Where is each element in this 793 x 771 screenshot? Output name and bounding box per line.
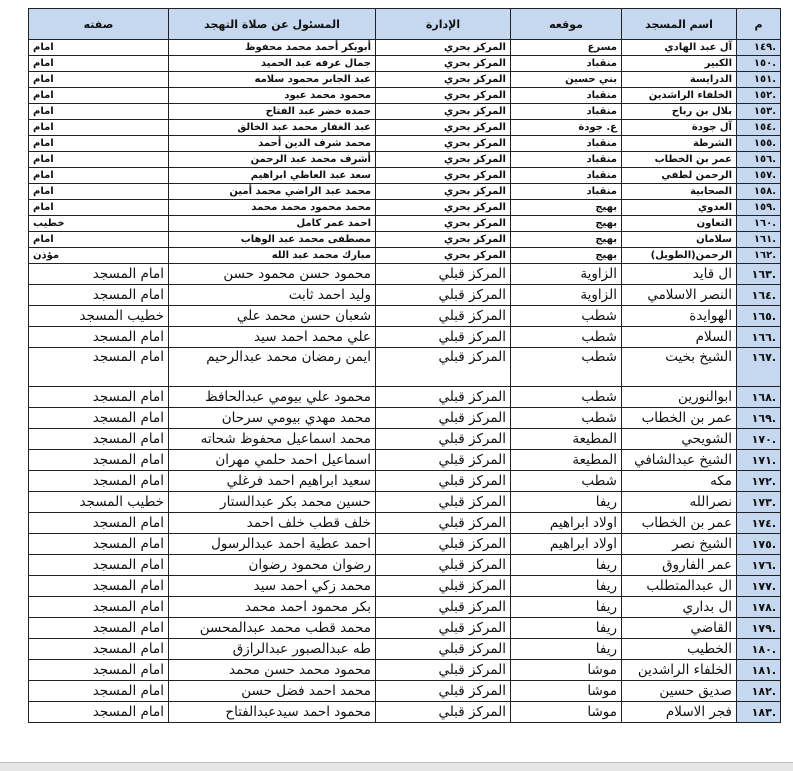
cell-num: .١٧٩ (737, 618, 781, 639)
cell-location: موشا (511, 681, 622, 702)
cell-mosque: الرحمن لطفي (622, 168, 737, 184)
cell-location: ريفا (511, 639, 622, 660)
cell-mosque: الهوايدة (622, 306, 737, 327)
cell-responsible: رضوان محمود رضوان (169, 555, 376, 576)
cell-admin: المركز بحري (376, 200, 511, 216)
cell-location: بهيج (511, 248, 622, 264)
cell-num: .١٧٦ (737, 555, 781, 576)
cell-admin: المركز قبلي (376, 387, 511, 408)
cell-responsible: عبد الغفار محمد عبد الخالق (169, 120, 376, 136)
cell-responsible: عبد الجابر محمود سلامه (169, 72, 376, 88)
table-row (29, 327, 781, 348)
cell-admin: المركز قبلي (376, 513, 511, 534)
cell-num: .١٥٩ (737, 200, 781, 216)
cell-mosque: ال بداري (622, 597, 737, 618)
cell-responsible: أبوبكر أحمد محمد محفوظ (169, 40, 376, 56)
cell-role: خطيب المسجد (29, 492, 169, 513)
cell-admin: المركز قبلي (376, 702, 511, 723)
table-row (29, 168, 781, 184)
cell-responsible: حمده خضر عبد الفتاح (169, 104, 376, 120)
cell-mosque: التعاون (622, 216, 737, 232)
cell-admin: المركز قبلي (376, 576, 511, 597)
cell-responsible: محمد عبد الراضي محمد أمين (169, 184, 376, 200)
cell-num: .١٦٧ (737, 348, 781, 387)
table-row (29, 387, 781, 408)
cell-admin: المركز قبلي (376, 348, 511, 387)
cell-admin: المركز بحري (376, 88, 511, 104)
cell-admin: المركز بحري (376, 216, 511, 232)
cell-role: امام المسجد (29, 576, 169, 597)
table-row (29, 534, 781, 555)
cell-num: .١٧٤ (737, 513, 781, 534)
cell-location: منقباد (511, 136, 622, 152)
table-row (29, 306, 781, 327)
cell-admin: المركز بحري (376, 104, 511, 120)
header-admin: الإدارة (376, 9, 511, 40)
cell-role: امام المسجد (29, 639, 169, 660)
cell-mosque: عمر الفاروق (622, 555, 737, 576)
cell-location: شطب (511, 327, 622, 348)
cell-location: اولاد ابراهيم (511, 534, 622, 555)
cell-mosque: بلال بن رباح (622, 104, 737, 120)
cell-num: .١٨٢ (737, 681, 781, 702)
table-row (29, 597, 781, 618)
cell-num: .١٥٣ (737, 104, 781, 120)
table-row (29, 285, 781, 306)
cell-location: الزاوية (511, 264, 622, 285)
cell-role: امام (29, 56, 169, 72)
cell-mosque: عمر بن الخطاب (622, 513, 737, 534)
table-row (29, 104, 781, 120)
cell-admin: المركز قبلي (376, 681, 511, 702)
cell-num: .١٧٧ (737, 576, 781, 597)
cell-mosque: الشرطة (622, 136, 737, 152)
cell-mosque: الدرايسة (622, 72, 737, 88)
cell-admin: المركز قبلي (376, 471, 511, 492)
cell-num: .١٧٠ (737, 429, 781, 450)
cell-admin: المركز بحري (376, 248, 511, 264)
cell-admin: المركز بحري (376, 184, 511, 200)
cell-admin: المركز بحري (376, 120, 511, 136)
cell-num: .١٥٨ (737, 184, 781, 200)
table-row (29, 660, 781, 681)
cell-location: بهيج (511, 200, 622, 216)
cell-role: امام (29, 136, 169, 152)
cell-mosque: العدوي (622, 200, 737, 216)
table-row (29, 152, 781, 168)
cell-responsible: اسماعيل احمد حلمي مهران (169, 450, 376, 471)
cell-admin: المركز بحري (376, 232, 511, 248)
table-row (29, 471, 781, 492)
cell-responsible: وليد احمد ثابت (169, 285, 376, 306)
table-row (29, 348, 781, 387)
cell-mosque: الخطيب (622, 639, 737, 660)
cell-mosque: الشيخ بخيت (622, 348, 737, 387)
table-row (29, 429, 781, 450)
cell-location: ريفا (511, 492, 622, 513)
cell-responsible: طه عبدالصبور عبدالرازق (169, 639, 376, 660)
cell-role: امام (29, 120, 169, 136)
cell-location: بني حسين (511, 72, 622, 88)
cell-responsible: مصطفى محمد عبد الوهاب (169, 232, 376, 248)
cell-role: امام (29, 88, 169, 104)
cell-admin: المركز قبلي (376, 285, 511, 306)
cell-responsible: مبارك محمد عبد الله (169, 248, 376, 264)
table-row (29, 639, 781, 660)
cell-responsible: خلف قطب خلف احمد (169, 513, 376, 534)
cell-role: امام المسجد (29, 264, 169, 285)
mosques-table (28, 8, 781, 723)
cell-location: شطب (511, 408, 622, 429)
cell-admin: المركز قبلي (376, 618, 511, 639)
cell-location: ريفا (511, 618, 622, 639)
cell-role: امام المسجد (29, 408, 169, 429)
table-row (29, 248, 781, 264)
table-row (29, 232, 781, 248)
cell-role: امام (29, 232, 169, 248)
cell-location: منقباد (511, 184, 622, 200)
cell-role: امام (29, 168, 169, 184)
cell-admin: المركز بحري (376, 40, 511, 56)
cell-location: شطب (511, 387, 622, 408)
header-num: م (737, 9, 781, 40)
cell-num: .١٦٥ (737, 306, 781, 327)
cell-num: .١٦٢ (737, 248, 781, 264)
table-row (29, 408, 781, 429)
cell-location: الزاوية (511, 285, 622, 306)
table-row (29, 492, 781, 513)
cell-role: امام (29, 200, 169, 216)
cell-num: .١٦٨ (737, 387, 781, 408)
cell-admin: المركز قبلي (376, 450, 511, 471)
cell-location: منقباد (511, 168, 622, 184)
cell-admin: المركز قبلي (376, 492, 511, 513)
header-responsible: المسئول عن صلاة التهجد (169, 9, 376, 40)
cell-location: شطب (511, 471, 622, 492)
table-row (29, 136, 781, 152)
table-row (29, 56, 781, 72)
table-row (29, 576, 781, 597)
cell-num: .١٥٤ (737, 120, 781, 136)
cell-admin: المركز قبلي (376, 534, 511, 555)
cell-responsible: شعبان حسن محمد علي (169, 306, 376, 327)
cell-admin: المركز قبلي (376, 264, 511, 285)
cell-num: .١٦٣ (737, 264, 781, 285)
cell-responsible: بكر محمود احمد محمد (169, 597, 376, 618)
cell-num: .١٥٥ (737, 136, 781, 152)
cell-role: مؤذن (29, 248, 169, 264)
cell-location: ع. جودة (511, 120, 622, 136)
header-role: صفته (29, 9, 169, 40)
table-body (29, 40, 781, 723)
cell-location: موشا (511, 702, 622, 723)
table-row (29, 264, 781, 285)
cell-responsible: محمد زكي احمد سيد (169, 576, 376, 597)
table-row (29, 513, 781, 534)
table-row (29, 40, 781, 56)
cell-location: اولاد ابراهيم (511, 513, 622, 534)
table-row (29, 702, 781, 723)
header-location: موقعه (511, 9, 622, 40)
cell-role: امام المسجد (29, 327, 169, 348)
cell-responsible: محمد مهدي بيومي سرحان (169, 408, 376, 429)
cell-num: .١٧٥ (737, 534, 781, 555)
cell-mosque: عمر بن الخطاب (622, 152, 737, 168)
cell-mosque: الخلفاء الراشدين (622, 660, 737, 681)
cell-location: المطيعة (511, 450, 622, 471)
cell-location: منقباد (511, 104, 622, 120)
cell-num: .١٧٢ (737, 471, 781, 492)
cell-responsible: محمد احمد فضل حسن (169, 681, 376, 702)
cell-responsible: محمد اسماعيل محفوظ شحاته (169, 429, 376, 450)
cell-mosque: مكه (622, 471, 737, 492)
cell-num: .١٦٠ (737, 216, 781, 232)
cell-num: .١٦٤ (737, 285, 781, 306)
cell-num: .١٨٠ (737, 639, 781, 660)
cell-location: ريفا (511, 597, 622, 618)
cell-mosque: فجر الاسلام (622, 702, 737, 723)
cell-role: امام المسجد (29, 618, 169, 639)
cell-location: شطب (511, 306, 622, 327)
cell-role: امام المسجد (29, 429, 169, 450)
cell-responsible: أشرف محمد عبد الرحمن (169, 152, 376, 168)
cell-num: .١٧١ (737, 450, 781, 471)
cell-mosque: الصحابية (622, 184, 737, 200)
cell-num: .١٥٧ (737, 168, 781, 184)
cell-role: امام المسجد (29, 450, 169, 471)
cell-responsible: محمد قطب محمد عبدالمحسن (169, 618, 376, 639)
cell-responsible: محمد شرف الدين أحمد (169, 136, 376, 152)
cell-admin: المركز قبلي (376, 639, 511, 660)
cell-mosque: الشيخ عبدالشافي (622, 450, 737, 471)
cell-role: امام المسجد (29, 681, 169, 702)
cell-mosque: القاضي (622, 618, 737, 639)
cell-mosque: الشويحي (622, 429, 737, 450)
cell-location: منقباد (511, 88, 622, 104)
cell-role: خطيب المسجد (29, 306, 169, 327)
cell-role: امام المسجد (29, 285, 169, 306)
cell-mosque: عمر بن الخطاب (622, 408, 737, 429)
cell-mosque: الكبير (622, 56, 737, 72)
cell-responsible: محمود علي بيومي عبدالحافظ (169, 387, 376, 408)
cell-role: خطيب (29, 216, 169, 232)
cell-responsible: محمود احمد سيدعبدالفتاح (169, 702, 376, 723)
cell-location: منقباد (511, 152, 622, 168)
cell-role: امام المسجد (29, 702, 169, 723)
cell-responsible: محمود محمد عبود (169, 88, 376, 104)
cell-role: امام المسجد (29, 597, 169, 618)
table-row (29, 555, 781, 576)
cell-admin: المركز قبلي (376, 306, 511, 327)
cell-admin: المركز بحري (376, 136, 511, 152)
cell-mosque: آل عبد الهادي (622, 40, 737, 56)
table-row (29, 72, 781, 88)
cell-admin: المركز بحري (376, 152, 511, 168)
cell-admin: المركز بحري (376, 56, 511, 72)
cell-location: موشا (511, 660, 622, 681)
cell-num: .١٨٣ (737, 702, 781, 723)
cell-admin: المركز قبلي (376, 660, 511, 681)
cell-responsible: محمود حسن محمود حسن (169, 264, 376, 285)
cell-admin: المركز بحري (376, 168, 511, 184)
cell-num: .١٥٦ (737, 152, 781, 168)
cell-mosque: ابوالنورين (622, 387, 737, 408)
cell-mosque: السلام (622, 327, 737, 348)
cell-responsible: محمود محمد حسن محمد (169, 660, 376, 681)
cell-num: .١٨١ (737, 660, 781, 681)
cell-responsible: جمال عرفه عبد الحميد (169, 56, 376, 72)
cell-mosque: آل جودة (622, 120, 737, 136)
cell-location: ريفا (511, 576, 622, 597)
cell-num: .١٧٨ (737, 597, 781, 618)
table-row (29, 184, 781, 200)
cell-mosque: الشيخ نصر (622, 534, 737, 555)
table-header-row (29, 9, 781, 40)
cell-role: امام المسجد (29, 534, 169, 555)
cell-role: امام المسجد (29, 513, 169, 534)
cell-mosque: الخلفاء الراشدين (622, 88, 737, 104)
cell-admin: المركز قبلي (376, 597, 511, 618)
table-row (29, 88, 781, 104)
table-row (29, 618, 781, 639)
cell-mosque: الرحمن(الطويل) (622, 248, 737, 264)
cell-location: مسرع (511, 40, 622, 56)
cell-mosque: ال عبدالمتطلب (622, 576, 737, 597)
cell-role: امام المسجد (29, 555, 169, 576)
cell-mosque: نصرالله (622, 492, 737, 513)
cell-num: .١٥١ (737, 72, 781, 88)
cell-num: .١٥٠ (737, 56, 781, 72)
cell-mosque: ال قايد (622, 264, 737, 285)
table-row (29, 216, 781, 232)
cell-role: امام المسجد (29, 348, 169, 387)
table-row (29, 681, 781, 702)
cell-num: .١٦٦ (737, 327, 781, 348)
cell-responsible: سعيد ابراهيم احمد فرغلي (169, 471, 376, 492)
cell-mosque: سلامان (622, 232, 737, 248)
cell-role: امام المسجد (29, 660, 169, 681)
cell-num: .١٦٩ (737, 408, 781, 429)
cell-responsible: احمد عطية احمد عبدالرسول (169, 534, 376, 555)
cell-role: امام (29, 40, 169, 56)
cell-role: امام (29, 104, 169, 120)
cell-admin: المركز قبلي (376, 555, 511, 576)
cell-admin: المركز بحري (376, 72, 511, 88)
cell-admin: المركز قبلي (376, 429, 511, 450)
cell-location: ريفا (511, 555, 622, 576)
cell-admin: المركز قبلي (376, 327, 511, 348)
table-row (29, 120, 781, 136)
cell-responsible: محمد محمود محمد محمد (169, 200, 376, 216)
cell-mosque: صديق حسين (622, 681, 737, 702)
cell-location: بهيج (511, 216, 622, 232)
header-mosque: اسم المسجد (622, 9, 737, 40)
cell-mosque: النصر الاسلامي (622, 285, 737, 306)
mosques-table-container (28, 8, 780, 723)
cell-role: امام (29, 152, 169, 168)
cell-role: امام (29, 184, 169, 200)
cell-num: .١٧٣ (737, 492, 781, 513)
cell-location: شطب (511, 348, 622, 387)
cell-location: المطيعة (511, 429, 622, 450)
cell-responsible: حسين محمد بكر عبدالستار (169, 492, 376, 513)
cell-num: .١٦١ (737, 232, 781, 248)
cell-responsible: احمد عمر كامل (169, 216, 376, 232)
cell-role: امام المسجد (29, 387, 169, 408)
cell-responsible: ايمن رمضان محمد عبدالرحيم (169, 348, 376, 387)
cell-num: .١٥٢ (737, 88, 781, 104)
cell-responsible: علي محمد احمد سيد (169, 327, 376, 348)
cell-role: امام (29, 72, 169, 88)
cell-num: .١٤٩ (737, 40, 781, 56)
table-row (29, 200, 781, 216)
cell-admin: المركز قبلي (376, 408, 511, 429)
table-row (29, 450, 781, 471)
cell-location: منقباد (511, 56, 622, 72)
cell-role: امام المسجد (29, 471, 169, 492)
cell-responsible: سعد عبد العاطي ابراهيم (169, 168, 376, 184)
cell-location: بهيج (511, 232, 622, 248)
